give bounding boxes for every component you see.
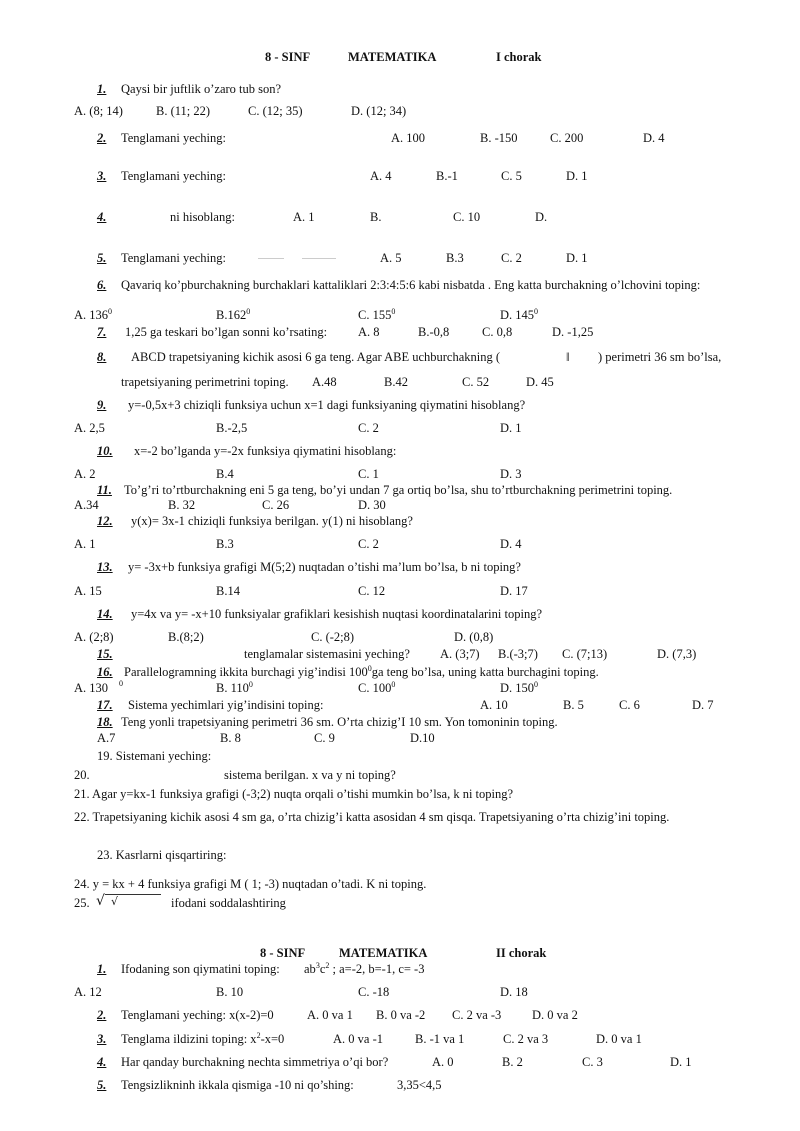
degree-sign: 0: [534, 679, 539, 689]
option-a: A. (2;8): [74, 630, 114, 644]
sqrt-icon: √: [111, 895, 119, 908]
option-a: A. 4: [370, 169, 392, 183]
question-number: 17.: [97, 698, 113, 712]
question-number: 25.: [74, 896, 90, 910]
option-d: [500, 681, 538, 695]
option-b: B. -1 va 1: [415, 1032, 465, 1046]
question-text: y= -3x+b funksiya grafigi M(5;2) nuqtadan o’tishi ma’lum bo’lsa, b ni toping?: [128, 560, 521, 574]
option-d: D. 1: [670, 1055, 692, 1069]
option-d: D. 0 va 2: [532, 1008, 578, 1022]
question-20: sistema berilgan. x va y ni toping?: [224, 768, 396, 782]
option-b: B. 5: [563, 698, 584, 712]
option-b: B.4: [216, 467, 234, 481]
option-d: D. 3: [500, 467, 522, 481]
option-a-text: A. 136: [74, 308, 109, 322]
option-c-text: C. 155: [358, 308, 392, 322]
option-a: A. (8; 14): [74, 104, 123, 118]
question-19: 19. Sistemani yeching:: [97, 749, 212, 763]
option-c: C. 200: [550, 131, 584, 145]
question-number: 4.: [97, 210, 107, 224]
question-21: 21. Agar y=kx-1 funksiya grafigi (-3;2) nuqta orqali o’tishi mumkin bo’lsa, k ni toping?: [74, 787, 514, 801]
option-c: C. 1: [358, 467, 379, 481]
option-d: [500, 308, 538, 322]
question-text: Tenglamani yeching: x(x-2)=0: [121, 1008, 274, 1022]
option-b: B.(-3;7): [498, 647, 538, 661]
option-d: D. (12; 34): [351, 104, 407, 118]
question-number: 10.: [97, 444, 113, 458]
question-number: 2.: [97, 131, 107, 145]
option-d: D. 30: [358, 498, 386, 512]
option-a: A.7: [97, 731, 116, 745]
option-d: D. 4: [500, 537, 522, 551]
option-c: [358, 308, 395, 322]
question-text: Teng yonli trapetsiyaning perimetri 36 sm. O’rta chizig’I 10 sm. Yon tomoninin toping.: [121, 715, 558, 729]
degree-sign: 0: [391, 306, 396, 316]
option-c: C. 12: [358, 584, 386, 598]
question-text-part: -x=0: [260, 1032, 285, 1046]
option-c: C. 10: [453, 210, 481, 224]
option-a: [74, 308, 112, 322]
option-c: C. 0,8: [482, 325, 513, 339]
exponent: 2: [325, 960, 330, 970]
question-text: tenglamalar sistemasini yeching?: [244, 647, 410, 661]
option-b: B.: [370, 210, 382, 224]
option-b: B. 8: [220, 731, 241, 745]
option-a: A. 0: [432, 1055, 454, 1069]
question-text-cont: trapetsiyaning perimetrini toping.: [121, 375, 289, 389]
option-c: C. -18: [358, 985, 390, 999]
option-d-text: D. 145: [500, 308, 535, 322]
sqrt-icon: √: [96, 893, 105, 909]
option-a: A. 0 va 1: [307, 1008, 353, 1022]
exponent: 2: [256, 1030, 261, 1040]
question-text: To’g’ri to’rtburchakning eni 5 ga teng, bo’yi undan 7 ga ortiq bo’lsa, shu to’rtburchakning perimetrini toping.: [124, 483, 673, 497]
grade-title: 8 - SINF: [265, 50, 311, 64]
fraction-line: [302, 258, 336, 259]
option-b: B.42: [384, 375, 408, 389]
question-number: 5.: [97, 251, 107, 265]
question-24: 24. y = kx + 4 funksiya grafigi M ( 1; -3) nuqtadan o’tadi. K ni toping.: [74, 877, 427, 891]
option-b: B.-2,5: [216, 421, 248, 435]
question-25: ifodani soddalashtiring: [171, 896, 286, 910]
question-text: ABCD trapetsiyaning kichik asosi 6 ga teng. Agar ABE uchburchakning (: [131, 350, 501, 364]
question-number: 11.: [97, 483, 112, 497]
question-number: 3.: [97, 169, 107, 183]
fraction-line: [258, 258, 284, 259]
question-text: Qavariq ko’pburchakning burchaklari kattaliklari 2:3:4:5:6 kabi nisbatda . Eng katta burchakning o’lchovini toping:: [121, 278, 701, 292]
option-c: C. 2: [358, 421, 379, 435]
degree-sign: 0: [246, 306, 251, 316]
option-d: D.: [535, 210, 548, 224]
option-a: A. 2: [74, 467, 96, 481]
question-text: Har qanday burchakning nechta simmetriya o’qi bor?: [121, 1055, 389, 1069]
option-b: B.-0,8: [418, 325, 450, 339]
question-text: [124, 665, 599, 679]
degree-sign: 0: [391, 679, 396, 689]
expression: [304, 962, 424, 976]
question-text: 1,25 ga teskari bo’lgan sonni ko’rsating:: [125, 325, 328, 339]
option-d: D.10: [410, 731, 435, 745]
option-d: D. (7,3): [657, 647, 697, 661]
question-number: 14.: [97, 607, 113, 621]
degree-sign: 0: [367, 663, 372, 673]
question-text-part: Parallelogramning ikkita burchagi yig’indisi 100: [124, 665, 368, 679]
option-a: A. (3;7): [440, 647, 480, 661]
question-22: 22. Trapetsiyaning kichik asosi 4 sm ga, o’rta chizig’i katta asosidan 4 sm qisqa. Trapetsiyaning o’rta chizig’ini toping.: [74, 810, 670, 824]
option-b: B. -150: [480, 131, 518, 145]
option-a: A.34: [74, 498, 99, 512]
question-number: 4.: [97, 1055, 107, 1069]
option-c: [358, 681, 395, 695]
option-d: D. 7: [692, 698, 714, 712]
option-d-text: D. 150: [500, 681, 535, 695]
option-c: C. 2 va 3: [503, 1032, 549, 1046]
option-c: C. 26: [262, 498, 290, 512]
question-text: Ifodaning son qiymatini toping:: [121, 962, 280, 976]
option-d: D. 1: [566, 169, 588, 183]
option-b: B. 32: [168, 498, 196, 512]
question-text-cont: ) perimetri 36 sm bo’lsa,: [598, 350, 722, 364]
option-b: B. 10: [216, 985, 244, 999]
option-c-text: C. 100: [358, 681, 392, 695]
option-a: A.48: [312, 375, 337, 389]
question-text: Tenglamani yeching:: [121, 251, 226, 265]
question-text: y=4x va y= -x+10 funksiyalar grafiklari kesishish nuqtasi koordinatalarini toping?: [131, 607, 542, 621]
quarter-title: I chorak: [496, 50, 542, 64]
option-c: C. (12; 35): [248, 104, 303, 118]
option-d: D. (0,8): [454, 630, 494, 644]
question-number: 15.: [97, 647, 113, 661]
expression-values: ; a=-2, b=-1, c= -3: [329, 962, 425, 976]
option-a: A. 1: [74, 537, 96, 551]
option-b: B.14: [216, 584, 240, 598]
option-a: A. 5: [380, 251, 402, 265]
option-b: [216, 681, 253, 695]
option-a: A. 12: [74, 985, 102, 999]
option-b-text: B.162: [216, 308, 247, 322]
option-b: [216, 308, 250, 322]
question-text: ni hisoblang:: [170, 210, 235, 224]
question-23: 23. Kasrlarni qisqartiring:: [97, 848, 227, 862]
option-d: D. 1: [500, 421, 522, 435]
question-text-part: Tenglama ildizini toping: x: [121, 1032, 257, 1046]
question-text: [121, 1032, 284, 1046]
option-d: D. -1,25: [552, 325, 594, 339]
question-number: 3.: [97, 1032, 107, 1046]
question-text: Tenglamani yeching:: [121, 131, 226, 145]
option-b-text: B. 110: [216, 681, 249, 695]
question-text: y=-0,5x+3 chiziqli funksiya uchun x=1 dagi funksiyaning qiymatini hisoblang?: [128, 398, 526, 412]
question-number: 8.: [97, 350, 107, 364]
option-d: D. 4: [643, 131, 665, 145]
quarter-title: II chorak: [496, 946, 547, 960]
exponent: 3: [315, 960, 320, 970]
question-text: Tenglamani yeching:: [121, 169, 226, 183]
option-a: A. 100: [391, 131, 426, 145]
option-d: D. 45: [526, 375, 554, 389]
option-b: B.3: [446, 251, 464, 265]
degree-sign: 0: [248, 679, 253, 689]
option-d: D. 18: [500, 985, 528, 999]
option-b: B.(8;2): [168, 630, 204, 644]
option-b: B.3: [216, 537, 234, 551]
question-number: 1.: [97, 962, 107, 976]
option-b: B. 2: [502, 1055, 523, 1069]
option-c: C. 3: [582, 1055, 603, 1069]
question-number: 1.: [97, 82, 107, 96]
option-d: D. 17: [500, 584, 528, 598]
grade-title: 8 - SINF: [260, 946, 306, 960]
question-number: 7.: [97, 325, 107, 339]
option-a: A. 8: [358, 325, 380, 339]
question-text-part: ga teng bo’lsa, uning katta burchagini toping.: [371, 665, 599, 679]
option-b: B.-1: [436, 169, 458, 183]
expression-part: c: [319, 962, 326, 976]
option-d: D. 0 va 1: [596, 1032, 642, 1046]
question-text: Sistema yechimlari yig’indisini toping:: [128, 698, 324, 712]
question-number: 6.: [97, 278, 107, 292]
question-number: 2.: [97, 1008, 107, 1022]
expression-part: ab: [304, 962, 316, 976]
degree-sign: 0: [119, 679, 123, 688]
question-text: Tengsizlikninh ikkala qismiga -10 ni qo’shing:: [121, 1078, 354, 1092]
question-text: x=-2 bo’lganda y=-2x funksiya qiymatini hisoblang:: [134, 444, 397, 458]
option-c: C. 2: [501, 251, 522, 265]
question-number: 13.: [97, 560, 113, 574]
question-number: 20.: [74, 768, 90, 782]
question-number: 16.: [97, 665, 113, 679]
option-a: A. 15: [74, 584, 102, 598]
option-c: C. 5: [501, 169, 522, 183]
subject-title: MATEMATIKA: [348, 50, 437, 64]
question-text: Qaysi bir juftlik o’zaro tub son?: [121, 82, 282, 96]
option-c: C. 6: [619, 698, 640, 712]
question-text: y(x)= 3x-1 chiziqli funksiya berilgan. y(1) ni hisoblang?: [131, 514, 413, 528]
question-number: 12.: [97, 514, 113, 528]
option-a: A. 10: [480, 698, 508, 712]
option-a: A. 2,5: [74, 421, 105, 435]
question-number: 9.: [97, 398, 107, 412]
question-number: 18.: [97, 715, 113, 729]
degree-sign: 0: [534, 306, 539, 316]
option-b: B. 0 va -2: [376, 1008, 426, 1022]
option-c: C. (7;13): [562, 647, 608, 661]
subject-title: MATEMATIKA: [339, 946, 428, 960]
option-d: D. 1: [566, 251, 588, 265]
question-number: 5.: [97, 1078, 107, 1092]
option-c: C. 52: [462, 375, 490, 389]
parallel-symbol: ‖: [566, 350, 570, 364]
degree-sign: 0: [108, 306, 113, 316]
option-c: C. (-2;8): [311, 630, 355, 644]
option-a: A. 0 va -1: [333, 1032, 383, 1046]
option-c: C. 2 va -3: [452, 1008, 502, 1022]
expression: 3,35<4,5: [397, 1078, 442, 1092]
option-c: C. 2: [358, 537, 379, 551]
option-c: C. 9: [314, 731, 335, 745]
option-a: A. 130: [74, 681, 109, 695]
option-a: A. 1: [293, 210, 315, 224]
option-b: B. (11; 22): [156, 104, 211, 118]
